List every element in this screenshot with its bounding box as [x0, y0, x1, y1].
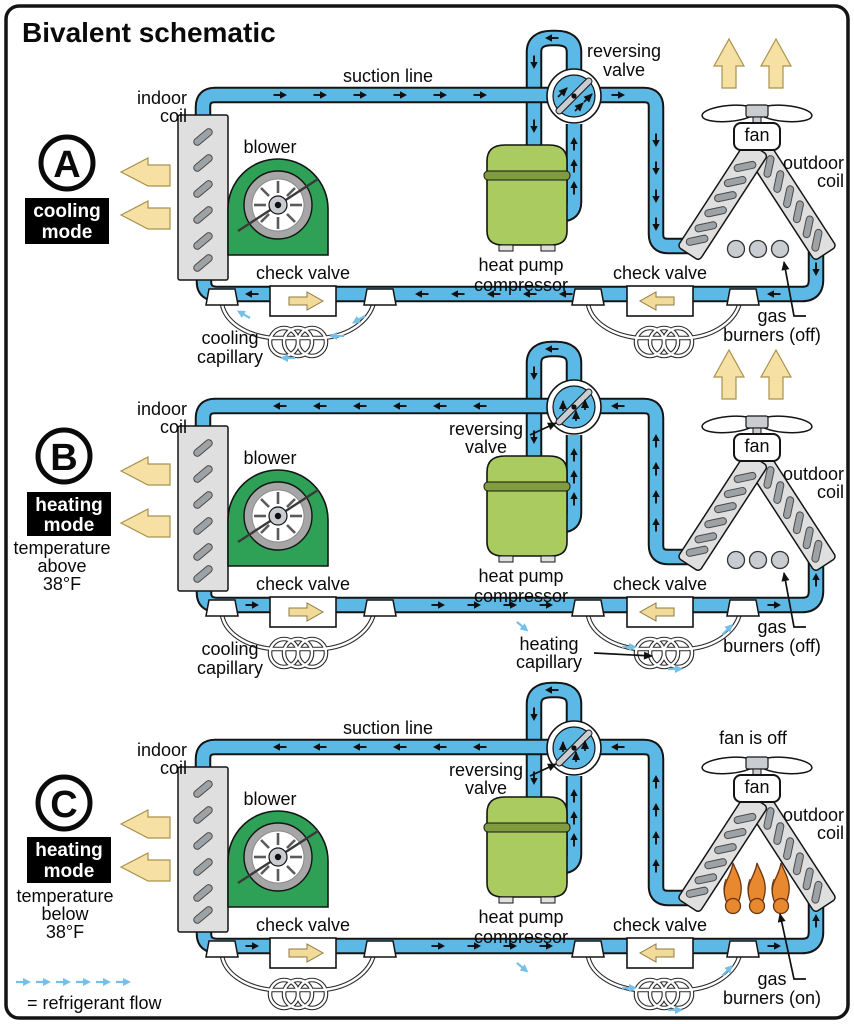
indoor-coil-label: coil — [159, 106, 187, 126]
reversing-valve — [547, 380, 601, 434]
gas-burners-off — [728, 552, 789, 569]
check-valve-right — [627, 597, 693, 627]
pipe-connector — [364, 600, 396, 616]
outdoor-coil-label: coil — [816, 823, 844, 843]
reversing-valve-label: valve — [464, 778, 508, 798]
check-valve-right — [627, 938, 693, 968]
reversing-valve — [547, 69, 601, 123]
mode-label: heating — [35, 840, 103, 861]
indoor-coil-label: indoor — [136, 399, 187, 419]
mode-label: heating — [35, 495, 103, 516]
indoor-coil — [178, 767, 228, 932]
compressor-label: heat pump — [478, 907, 564, 927]
blower — [228, 470, 328, 566]
fan-label: fan — [744, 436, 770, 456]
check-valve-label: check valve — [255, 915, 351, 935]
mode-label: mode — [43, 515, 95, 536]
mode-badge — [16, 777, 113, 942]
page-title: Bivalent schematic — [22, 17, 276, 48]
fan-label: fan — [744, 777, 770, 797]
fan — [701, 755, 812, 802]
outdoor-coil-label: outdoor — [782, 805, 844, 825]
indoor-coil-label: coil — [159, 758, 187, 778]
legend-label: = refrigerant flow — [27, 993, 162, 1013]
heat-pump-compressor — [484, 145, 570, 251]
mode-label: mode — [41, 222, 93, 243]
cooling-capillary-label: cooling — [201, 639, 259, 659]
pipe-connector — [572, 289, 604, 305]
reversing-valve-label: valve — [602, 60, 646, 80]
pipe-connector — [727, 289, 759, 305]
panel-c — [16, 690, 844, 1014]
pipe-connector — [206, 941, 238, 957]
suction-line-label: suction line — [342, 718, 434, 738]
cooling-capillary-label: cooling — [201, 328, 259, 348]
panel-a — [25, 38, 844, 367]
indoor-coil — [178, 115, 228, 280]
temperature-label: temperature — [13, 538, 111, 558]
panel-b — [13, 349, 844, 678]
pipe-connector — [364, 289, 396, 305]
temperature-label: temperature — [16, 886, 114, 906]
suction-line-label: suction line — [342, 66, 434, 86]
reversing-valve-label: reversing — [448, 419, 524, 439]
fan — [701, 414, 812, 461]
fan-label: fan — [744, 125, 770, 145]
reversing-valve-label: valve — [464, 437, 508, 457]
indoor-coil-label: indoor — [136, 740, 187, 760]
compressor-label: compressor — [473, 927, 569, 947]
blower-label: blower — [243, 448, 297, 468]
pipe-connector — [364, 941, 396, 957]
check-valve-left — [270, 597, 336, 627]
panel-letter: C — [50, 784, 78, 826]
cooling-capillary-label: capillary — [196, 347, 264, 367]
gas-burners-label: burners (on) — [722, 988, 822, 1008]
check-valve-right — [627, 286, 693, 316]
check-valve-label: check valve — [612, 915, 708, 935]
compressor-label: compressor — [473, 275, 569, 295]
blower — [228, 811, 328, 907]
gas-burners-label: burners (off) — [723, 636, 821, 656]
gas-burners-label: gas — [757, 617, 787, 637]
heating-capillary-label: capillary — [515, 652, 583, 672]
outdoor-coil-label: outdoor — [782, 464, 844, 484]
panel-letter: A — [53, 144, 81, 186]
reversing-valve — [547, 721, 601, 775]
blower — [228, 159, 328, 255]
pipe-connector — [572, 600, 604, 616]
gas-burners-on — [724, 863, 789, 914]
gas-burners-label: gas — [757, 969, 787, 989]
check-valve-label: check valve — [612, 574, 708, 594]
pipe-connector — [727, 600, 759, 616]
heating-capillary-pointer — [594, 653, 652, 656]
fan-is-off-label: fan is off — [719, 728, 787, 748]
heating-capillary-label: heating — [519, 634, 579, 654]
legend — [16, 978, 163, 1013]
check-valve-label: check valve — [612, 263, 708, 283]
indoor-coil — [178, 426, 228, 591]
pipe-connector — [727, 941, 759, 957]
temperature-label: 38°F — [42, 574, 82, 594]
check-valve-left — [270, 286, 336, 316]
check-valve-left — [270, 938, 336, 968]
outdoor-coil-label: coil — [816, 482, 844, 502]
panel-letter: B — [50, 437, 78, 479]
cooling-capillary-label: capillary — [196, 658, 264, 678]
mode-label: cooling — [33, 201, 101, 222]
heat-pump-compressor — [484, 797, 570, 903]
temperature-label: below — [41, 904, 89, 924]
temperature-label: 38°F — [45, 922, 85, 942]
gas-burners-label: gas — [757, 306, 787, 326]
reversing-valve-label: reversing — [448, 760, 524, 780]
gas-burners-off — [728, 241, 789, 258]
pipe-connector — [206, 600, 238, 616]
mode-badge — [13, 430, 111, 594]
blower-label: blower — [243, 789, 297, 809]
airflow-arrows — [121, 810, 170, 881]
reversing-valve-label: reversing — [586, 41, 662, 61]
outdoor-coil-label: coil — [816, 171, 844, 191]
heat-pump-compressor — [484, 456, 570, 562]
temperature-label: above — [37, 556, 87, 576]
indoor-coil-label: coil — [159, 417, 187, 437]
mode-badge — [25, 137, 109, 244]
indoor-coil-label: indoor — [136, 88, 187, 108]
gas-burners-label: burners (off) — [723, 325, 821, 345]
mode-label: mode — [43, 861, 95, 882]
outdoor-coil-label: outdoor — [782, 153, 844, 173]
compressor-label: heat pump — [478, 255, 564, 275]
fan — [701, 103, 812, 150]
check-valve-label: check valve — [255, 574, 351, 594]
compressor-label: compressor — [473, 586, 569, 606]
pipe-connector — [206, 289, 238, 305]
blower-label: blower — [243, 137, 297, 157]
pipe-connector — [572, 941, 604, 957]
compressor-label: heat pump — [478, 566, 564, 586]
check-valve-label: check valve — [255, 263, 351, 283]
